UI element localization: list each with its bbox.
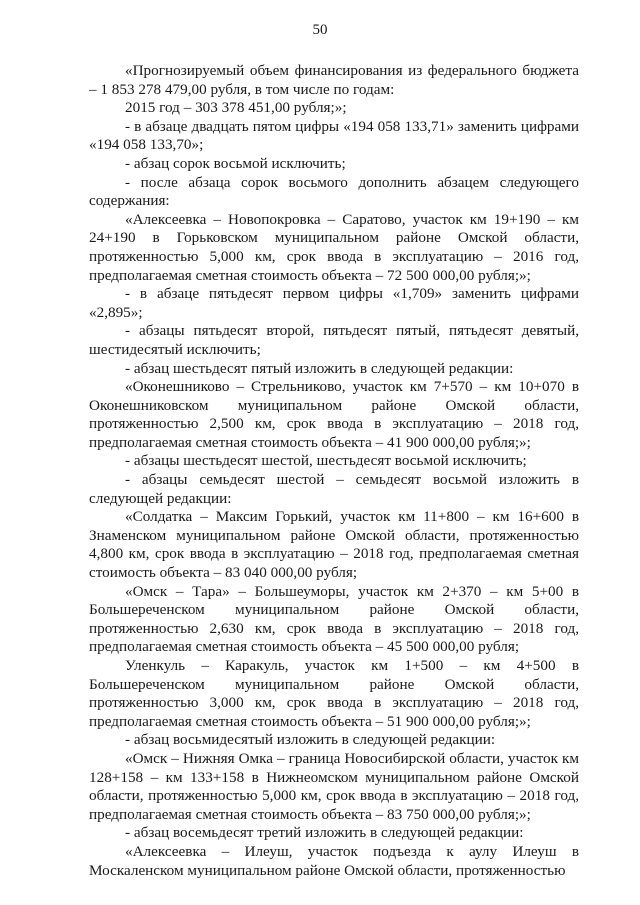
document-body <box>89 62 579 880</box>
paragraph: - абзацы шестьдесят шестой, шестьдесят восьмой исключить; <box>125 452 527 470</box>
paragraph: - в абзаце пятьдесят первом цифры «1,709» заменить цифрами «2,895»; <box>89 285 579 321</box>
paragraph: Уленкуль – Каракуль, участок км 1+500 – км 4+500 в Большереченском муниципальном районе Омской области, протяженностью 3,000 км, срок ввода в эксплуатацию – 2018 год, предполагаемая сметная стоимость объекта – 51 900 000,00 рубля;»; <box>89 657 579 730</box>
paragraph: - после абзаца сорок восьмого дополнить абзацем следующего содержания: <box>89 173 579 210</box>
paragraph: - абзацы семьдесят шестой – семьдесят восьмой изложить в следующей редакции: <box>89 471 579 507</box>
paragraph: «Прогнозируемый объем финансирования из федерального бюджета – 1 853 278 479,00 рубля, в том числе по годам: <box>89 62 579 98</box>
paragraph: «Солдатка – Максим Горький, участок км 11+800 – км 16+600 в Знаменском муниципальном районе Омской области, протяженностью 4,800 км, срок ввода в эксплуатацию – 2018 год, предполагаемая сметная стоимость объекта – 83 040 000,00 рубля; <box>89 508 579 582</box>
paragraph: - абзац шестьдесят пятый изложить в следующей редакции: <box>125 359 514 377</box>
paragraph: «Омск – Тара» – Большеуморы, участок км 2+370 – км 5+00 в Большереченском муниципальном районе Омской области, протяженностью 2,630 км, срок ввода в эксплуатацию – 2018 год, предполагаемая сметная стоимость объекта – 45 500 000,00 рубля; <box>89 582 579 656</box>
paragraph: «Алексеевка – Илеуш, участок подъезда к аулу Илеуш в Москаленском муниципальном районе Омской области, протяженностью <box>89 842 579 879</box>
page-number: 50 <box>312 22 328 38</box>
paragraph: - абзац восьмидесятый изложить в следующей редакции: <box>125 731 496 749</box>
paragraph: - абзац восемьдесят третий изложить в следующей редакции: <box>125 824 524 842</box>
paragraph: - в абзаце двадцать пятом цифры «194 058 133,71» заменить цифрами «194 058 133,70»; <box>89 117 579 154</box>
paragraph: «Оконешниково – Стрельниково, участок км 7+570 – км 10+070 в Оконешниковском муниципальном районе Омской области, протяженностью 2,500 км, срок ввода в эксплуатацию – 2018 год, предполагаемая сметная стоимость объекта – 41 900 000,00 рубля;»; <box>89 378 579 451</box>
paragraph: 2015 год – 303 378 451,00 рубля;»; <box>125 99 347 117</box>
paragraph: «Алексеевка – Новопокровка – Саратово, участок км 19+190 – км 24+190 в Горьковском муниципальном районе Омской области, протяженностью 5,000 км, срок ввода в эксплуатацию – 2016 год, предполагаемая сметная стоимость объекта – 72 500 000,00 рубля;»; <box>89 210 579 284</box>
paragraph: - абзацы пятьдесят второй, пятьдесят пятый, пятьдесят девятый, шестидесятый исключить; <box>89 322 579 358</box>
paragraph: «Омск – Нижняя Омка – граница Новосибирской области, участок км 128+158 – км 133+158 в Нижнеомском муниципальном районе Омской области, протяженностью 5,000 км, срок ввода в эксплуатацию – 2018 год, предполагаемая сметная стоимость объекта – 83 750 000,00 рубля;»; <box>89 749 579 823</box>
paragraph: - абзац сорок восьмой исключить; <box>125 154 346 172</box>
